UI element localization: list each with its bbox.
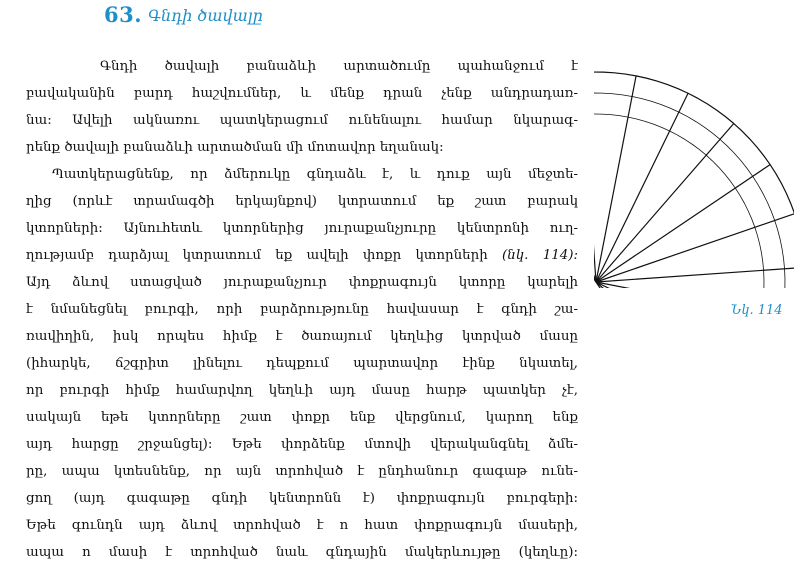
figure-reference: (նկ. 114): (502, 248, 578, 263)
text-line: Եթե գունդն այդ ձևով տրոհված է n հատ փոքրագույն մասերի, (26, 518, 578, 533)
text-line: Այդ ձևով ստացված յուրաքանչյուր փոքրագույն կտորը կարելի (26, 275, 578, 290)
text-line: ապա n մասի է տրոհված նաև գնդային մակերևույթը (կեղևը): (26, 545, 578, 560)
text-line: ղից (որևէ տրամագծի երկայնքով) կտրատում եք շատ բարակ (26, 194, 578, 209)
text-line: նա: Ավելի ակնառու պատկերացում ունենալու համար նկարագ- (26, 113, 578, 128)
text-line: Պատկերացնենք, որ ձմերուկը գնդաձև է, և դուք այն մեջտե- (52, 167, 578, 182)
text-line: ցող (այդ գագաթը գնդի կենտրոնն է) փոքրագույն բուրգերի: (26, 491, 578, 506)
section-number: 63. (104, 2, 143, 27)
text-line: կտորների: Այնուհետև կտորներից յուրաքանչյուրը կենտրոնի ուղ- (26, 221, 578, 236)
figure-radial-line (594, 73, 596, 282)
text-line: ռավիղին, իսկ որպես հիմք է ծառայում կեղևից կտրված մասը (26, 329, 578, 344)
text-line: է նմանեցնել բուրգի, որի բարձրությունը հավասար է գնդի շա- (26, 302, 578, 317)
text-line: րը, ապա կտեսնենք, որ այն տրոհված է ընդհանուր գագաթ ունե- (26, 464, 578, 479)
text-line: այդ հարցը շրջանցել): Եթե փորձենք մտովի վերականգնել ձմե- (26, 437, 578, 452)
figure-caption: Նկ. 114 (731, 303, 783, 318)
text-line: սակայն եթե կտորները շատ փոքր ենք վերցնում, կարող ենք (26, 410, 578, 425)
text-line: րենք ծավալի բանաձևի արտածման մի մոտավոր եղանակ: (26, 140, 444, 155)
figure-radial-line (596, 93, 688, 282)
figure-inner-arc (594, 93, 785, 288)
section-title: Գնդի ծավալը (148, 6, 263, 25)
figure-outer-arc (594, 72, 794, 288)
figure-inner-arc (594, 114, 764, 288)
body-text (26, 53, 578, 566)
text-line: որ բուրգի հիմք համարվող կեղևի այդ մասը հարթ պատկեր չէ, (26, 383, 578, 398)
text-line: ղությամբ դարձյալ կտրատում եք ավելի փոքր կտորների (26, 248, 488, 263)
text-line-with-ref (26, 242, 578, 269)
text-line: (իհարկե, ճշգրիտ լինելու դեպքում պարտավոր էինք նկատել, (26, 356, 578, 371)
figure-lines (594, 72, 794, 288)
text-line: Գնդի ծավալի բանաձևի արտածումը պահանջում է (100, 59, 578, 74)
text-line: բավականին բարդ հաշվումներ, և մենք դրան չենք անդրադառ- (26, 86, 578, 101)
section-heading (104, 2, 263, 27)
figure-radial-line (596, 76, 636, 282)
sphere-slice-figure (594, 58, 794, 288)
